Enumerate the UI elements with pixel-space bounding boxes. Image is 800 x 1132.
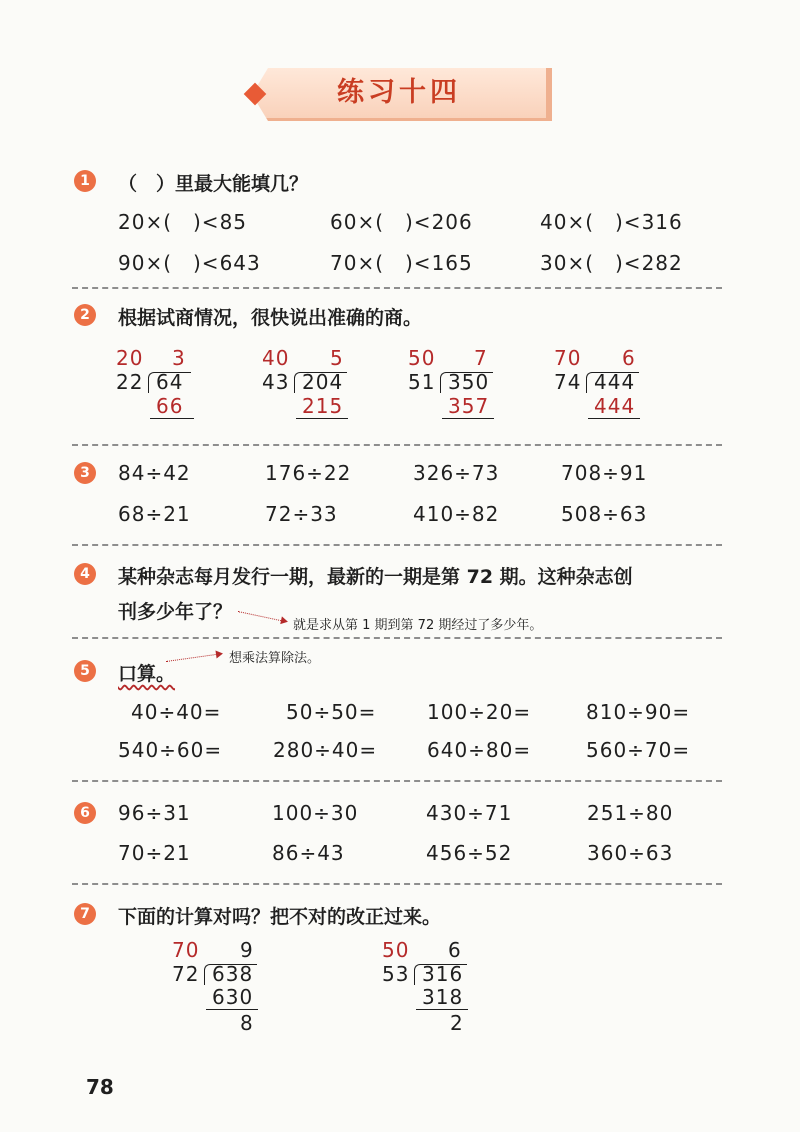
hint-arrow-line: [166, 654, 218, 662]
product: 318: [422, 985, 464, 1009]
question-6-badge: 6: [74, 802, 96, 824]
page-title: 练习十四: [337, 77, 461, 108]
question-4-line-1: 某种杂志每月发行一期，最新的一期是第 72 期。这种杂志创: [118, 566, 633, 588]
dividend: 316: [422, 962, 464, 986]
divisor: 53: [382, 962, 410, 986]
q3-item: 508÷63: [561, 502, 648, 526]
divisor: 51: [408, 370, 436, 394]
question-2-prompt: 根据试商情况，很快说出准确的商。: [118, 307, 423, 329]
division-rule: [588, 418, 640, 419]
q1-item: 40×( )<316: [540, 210, 683, 234]
section-divider: [72, 287, 722, 289]
hint-arrow-line: [238, 611, 283, 622]
quotient: 5: [330, 346, 344, 370]
q5-item: 560÷70=: [586, 738, 691, 762]
quotient: 6: [622, 346, 636, 370]
q3-item: 68÷21: [118, 502, 191, 526]
q6-item: 86÷43: [272, 841, 345, 865]
q5-item: 640÷80=: [427, 738, 532, 762]
q3-item: 176÷22: [265, 461, 352, 485]
dividend: 638: [212, 962, 254, 986]
division-rule: [150, 418, 194, 419]
quotient: 6: [448, 938, 462, 962]
question-7-badge: 7: [74, 903, 96, 925]
divisor: 74: [554, 370, 582, 394]
trial-quotient: 40: [262, 346, 290, 370]
quotient: 3: [172, 346, 186, 370]
q5-item: 50÷50=: [286, 700, 377, 724]
q5-item: 100÷20=: [427, 700, 532, 724]
question-5-hint: 想乘法算除法。: [229, 651, 321, 666]
question-7-prompt: 下面的计算对吗？把不对的改正过来。: [118, 906, 442, 928]
page-number: 78: [86, 1075, 114, 1099]
q5-item: 280÷40=: [273, 738, 378, 762]
q6-item: 360÷63: [587, 841, 674, 865]
remainder: 2: [450, 1011, 464, 1035]
section-divider: [72, 544, 722, 546]
dividend: 350: [448, 370, 490, 394]
q1-item: 90×( )<643: [118, 251, 261, 275]
q6-item: 100÷30: [272, 801, 359, 825]
division-rule: [206, 1009, 258, 1010]
section-divider: [72, 883, 722, 885]
hint-arrow-head: [280, 616, 289, 625]
trial-quotient: 70: [554, 346, 582, 370]
division-bracket: [414, 964, 467, 985]
question-1-badge: 1: [74, 170, 96, 192]
q6-item: 251÷80: [587, 801, 674, 825]
q1-item: 70×( )<165: [330, 251, 473, 275]
product: 357: [448, 394, 490, 418]
remainder: 8: [240, 1011, 254, 1035]
division-rule: [296, 418, 348, 419]
hint-arrow-head: [215, 650, 223, 659]
division-bracket: [148, 372, 191, 393]
question-1-prompt: （ ）里最大能填几？: [118, 173, 309, 195]
question-4-badge: 4: [74, 563, 96, 585]
divisor: 72: [172, 962, 200, 986]
q6-item: 456÷52: [426, 841, 513, 865]
trial-quotient: 20: [116, 346, 144, 370]
q1-item: 60×( )<206: [330, 210, 473, 234]
question-3-badge: 3: [74, 462, 96, 484]
divisor: 22: [116, 370, 144, 394]
division-bracket: [586, 372, 639, 393]
division-rule: [442, 418, 494, 419]
question-5-badge: 5: [74, 660, 96, 682]
dividend: 444: [594, 370, 636, 394]
dividend: 64: [156, 370, 184, 394]
product: 444: [594, 394, 636, 418]
quotient: 9: [240, 938, 254, 962]
trial-quotient: 50: [408, 346, 436, 370]
quotient: 7: [474, 346, 488, 370]
q5-item: 810÷90=: [586, 700, 691, 724]
division-bracket: [204, 964, 257, 985]
trial-quotient: 70: [172, 938, 200, 962]
q3-item: 84÷42: [118, 461, 191, 485]
q6-item: 70÷21: [118, 841, 191, 865]
q5-item: 540÷60=: [118, 738, 223, 762]
section-divider: [72, 780, 722, 782]
divisor: 43: [262, 370, 290, 394]
q3-item: 72÷33: [265, 502, 338, 526]
q6-item: 96÷31: [118, 801, 191, 825]
question-4-hint: 就是求从第 1 期到第 72 期经过了多少年。: [293, 618, 543, 633]
section-divider: [72, 637, 722, 639]
q6-item: 430÷71: [426, 801, 513, 825]
trial-quotient: 50: [382, 938, 410, 962]
division-bracket: [294, 372, 347, 393]
question-2-badge: 2: [74, 304, 96, 326]
q3-item: 326÷73: [413, 461, 500, 485]
question-5-prompt: 口算。: [118, 663, 176, 685]
question-4-line-2: 刊多少年了？: [118, 601, 233, 623]
dividend: 204: [302, 370, 344, 394]
product: 215: [302, 394, 344, 418]
division-bracket: [440, 372, 493, 393]
section-divider: [72, 444, 722, 446]
product: 630: [212, 985, 254, 1009]
q3-item: 708÷91: [561, 461, 648, 485]
q3-item: 410÷82: [413, 502, 500, 526]
q1-item: 30×( )<282: [540, 251, 683, 275]
product: 66: [156, 394, 184, 418]
q5-item: 40÷40=: [131, 700, 222, 724]
q1-item: 20×( )<85: [118, 210, 248, 234]
division-rule: [416, 1009, 468, 1010]
